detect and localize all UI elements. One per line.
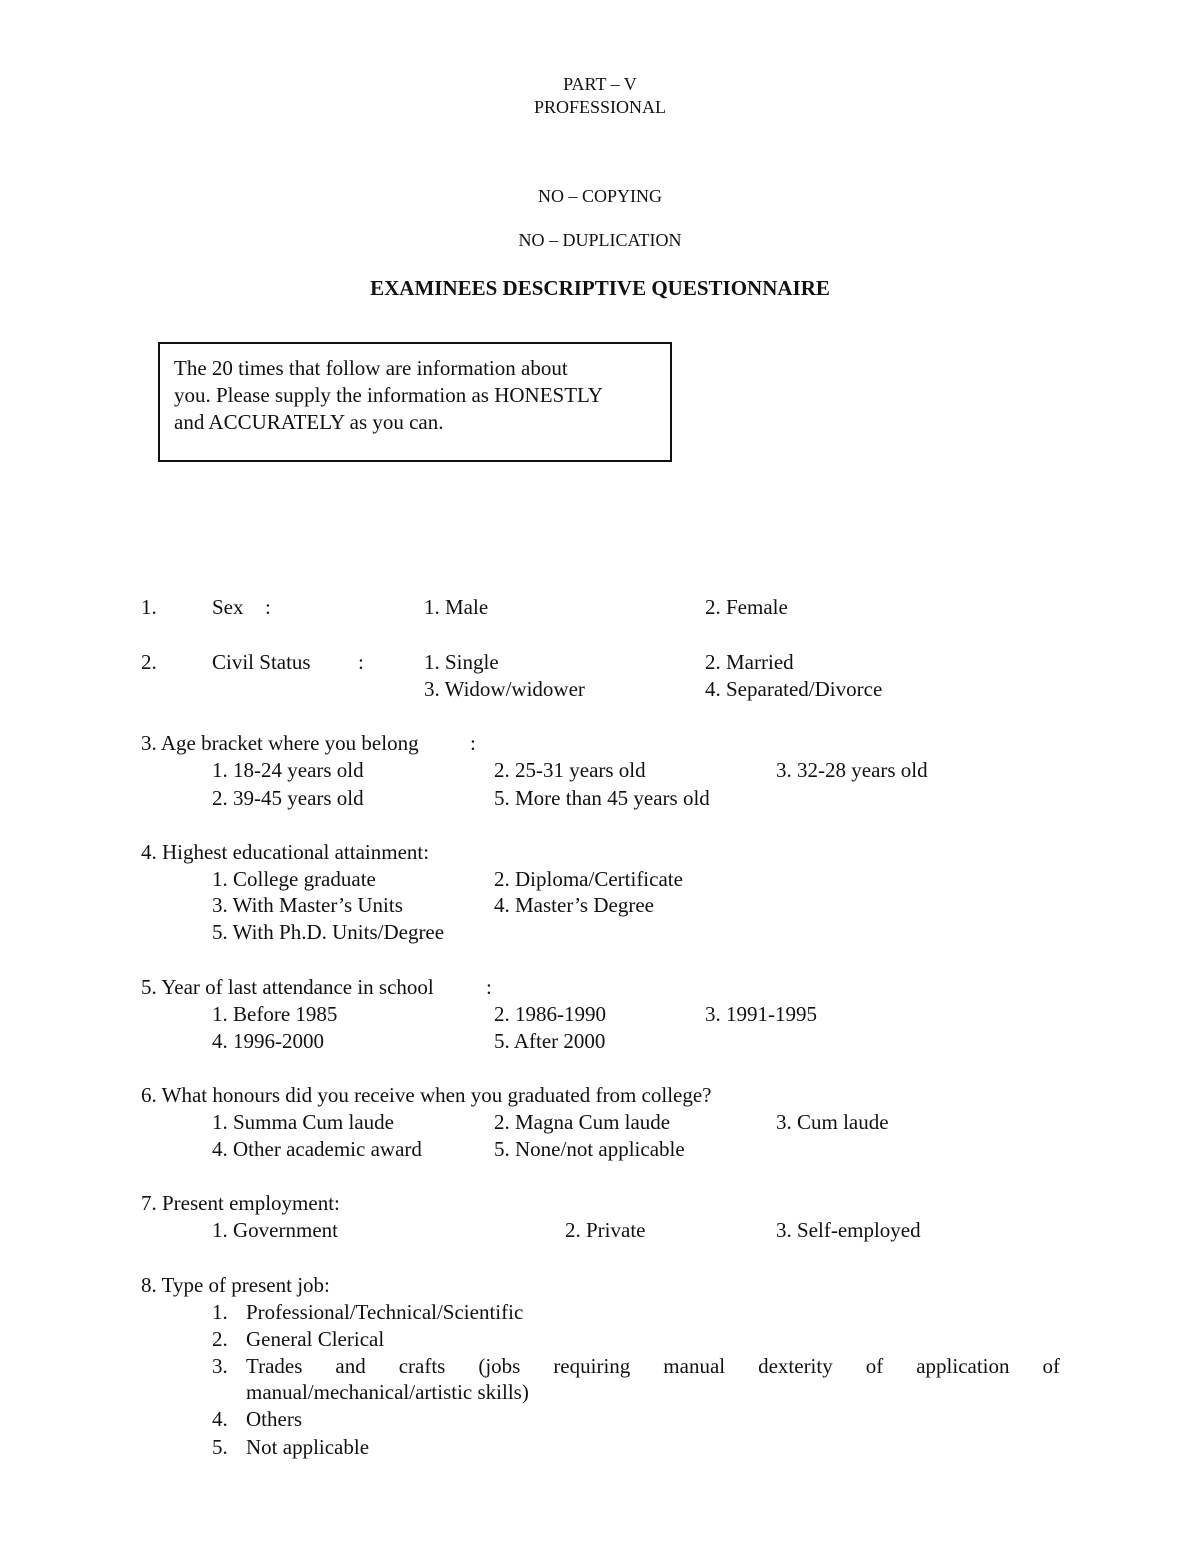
instructions-box	[158, 342, 672, 462]
q4-option: 2. Diploma/Certificate	[494, 867, 683, 891]
q8-item-text: Professional/Technical/Scientific	[246, 1300, 524, 1324]
q3-option: 1. 18-24 years old	[212, 758, 364, 782]
q4-option: 1. College graduate	[212, 867, 376, 891]
q8-item-text: Others	[246, 1407, 302, 1431]
part-label: PART – V	[563, 74, 637, 94]
q7-option: 1. Government	[212, 1218, 338, 1242]
q8-question: 8. Type of present job:	[141, 1273, 330, 1297]
q1-number: 1.	[141, 595, 157, 619]
instructions-line: The 20 times that follow are information about	[174, 356, 568, 380]
q4-option: 3. With Master’s Units	[212, 893, 403, 917]
q2-option: 3. Widow/widower	[424, 677, 585, 701]
q5-option: 1. Before 1985	[212, 1002, 338, 1026]
q5-question: 5. Year of last attendance in school	[141, 975, 434, 999]
q3-option: 5. More than 45 years old	[494, 786, 710, 810]
instructions-line: you. Please supply the information as HONESTLY	[174, 383, 603, 407]
category-label: PROFESSIONAL	[533, 97, 667, 117]
q1-option: 2. Female	[705, 595, 788, 619]
q5-option: 2. 1986-1990	[494, 1002, 606, 1026]
q1-option: 1. Male	[424, 595, 489, 619]
q5-option: 3. 1991-1995	[705, 1002, 817, 1026]
q8-item-text: General Clerical	[246, 1327, 385, 1351]
no-duplication-label: NO – DUPLICATION	[518, 230, 682, 250]
q7-option: 3. Self-employed	[776, 1218, 921, 1242]
q4-question: 4. Highest educational attainment:	[141, 840, 430, 864]
q5-option: 5. After 2000	[494, 1029, 606, 1053]
q2-option: 4. Separated/Divorce	[705, 677, 883, 701]
q1-colon: :	[265, 595, 271, 619]
q3-option: 2. 25-31 years old	[494, 758, 646, 782]
q4-option: 5. With Ph.D. Units/Degree	[212, 920, 445, 944]
q6-option: 1. Summa Cum laude	[212, 1110, 394, 1134]
q8-item-text: Not applicable	[246, 1435, 370, 1459]
q8-item-number: 2.	[212, 1327, 228, 1351]
q4-option: 4. Master’s Degree	[494, 893, 654, 917]
q6-option: 4. Other academic award	[212, 1137, 422, 1161]
no-copying-label: NO – COPYING	[537, 186, 662, 206]
q6-option: 5. None/not applicable	[494, 1137, 685, 1161]
q8-item-number: 5.	[212, 1435, 228, 1459]
q3-option: 3. 32-28 years old	[776, 758, 928, 782]
q5-option: 4. 1996-2000	[212, 1029, 324, 1053]
q2-number: 2.	[141, 650, 157, 674]
q2-label: Civil Status	[212, 650, 311, 674]
q1-label: Sex	[212, 595, 244, 619]
instructions-line: and ACCURATELY as you can.	[174, 410, 444, 434]
q7-question: 7. Present employment:	[141, 1191, 340, 1215]
page-title: EXAMINEES DESCRIPTIVE QUESTIONNAIRE	[370, 276, 830, 300]
q7-option: 2. Private	[565, 1218, 646, 1242]
q6-question: 6. What honours did you receive when you graduated from college?	[141, 1083, 712, 1107]
q6-option: 3. Cum laude	[776, 1110, 889, 1134]
q3-question: 3. Age bracket where you belong	[141, 731, 419, 755]
q8-item-text-continued: manual/mechanical/artistic skills)	[246, 1380, 529, 1404]
q8-item-number: 3.	[212, 1354, 228, 1378]
q5-colon: :	[486, 975, 492, 999]
q3-colon: :	[470, 731, 476, 755]
q2-option: 2. Married	[705, 650, 794, 674]
q3-option: 2. 39-45 years old	[212, 786, 364, 810]
q2-colon: :	[358, 650, 364, 674]
q8-item-number: 1.	[212, 1300, 228, 1324]
q8-item-text: Trades and crafts (jobs requiring manual dexterity of application of	[246, 1354, 1060, 1378]
q8-item-number: 4.	[212, 1407, 228, 1431]
q2-option: 1. Single	[424, 650, 499, 674]
q6-option: 2. Magna Cum laude	[494, 1110, 671, 1134]
